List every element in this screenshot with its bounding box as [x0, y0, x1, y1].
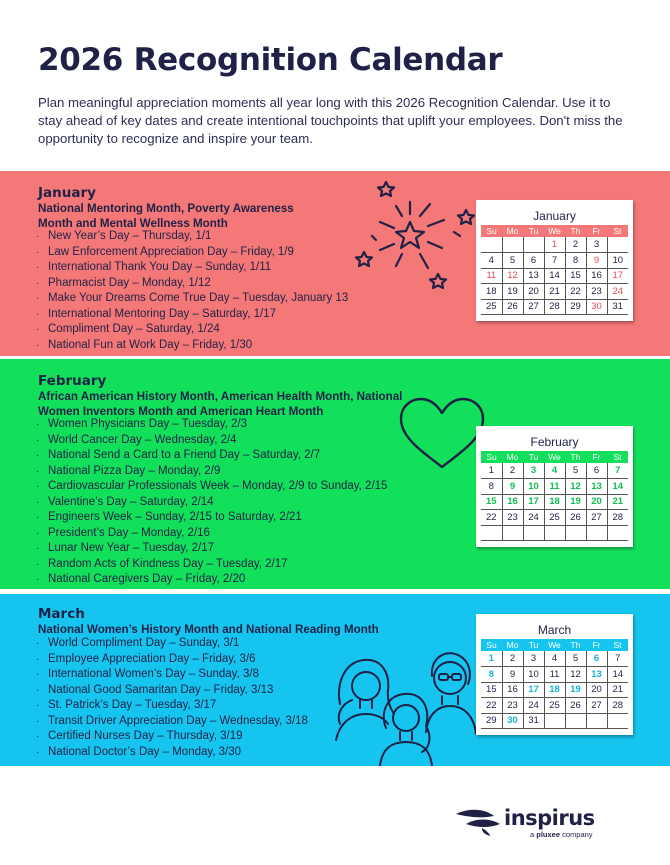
bullet-icon: · [36, 324, 40, 335]
event-text: Women Physicians Day – Tuesday, 2/3 [48, 418, 248, 430]
calendar-day: 29 [565, 299, 586, 315]
calendar-day: 1 [544, 237, 565, 253]
calendar-week [481, 667, 628, 683]
calendar-day: 27 [586, 510, 607, 526]
event-item [36, 541, 387, 557]
calendar-day: 26 [565, 698, 586, 714]
event-item [36, 729, 308, 745]
event-list [36, 229, 348, 353]
bullet-icon: · [36, 419, 40, 430]
calendar-week [481, 525, 628, 541]
calendar-day: 16 [502, 494, 523, 510]
bullet-icon: · [36, 496, 40, 508]
calendar-day: 10 [607, 253, 628, 269]
bullet-icon: · [36, 481, 40, 492]
calendar-grid [481, 451, 628, 541]
calendar-week [481, 299, 628, 315]
calendar-day: 15 [565, 268, 586, 284]
february-section [0, 359, 670, 589]
calendar-day: 9 [502, 479, 523, 495]
weekday-header: We [544, 451, 565, 463]
event-list [36, 636, 308, 760]
calendar-week [481, 253, 628, 269]
weekday-header: Th [565, 451, 586, 463]
calendar-day: 3 [586, 237, 607, 253]
event-text: Cardiovascular Professionals Week – Monday, 2/9 to Sunday, 2/15 [48, 480, 388, 492]
calendar-day: 13 [586, 667, 607, 683]
mini-calendar [476, 200, 633, 321]
calendar-day: 6 [586, 463, 607, 479]
calendar-day: 24 [523, 698, 544, 714]
calendar-day: 10 [523, 667, 544, 683]
calendar-day: 13 [523, 268, 544, 284]
calendar-week [481, 237, 628, 253]
calendar-day: 21 [607, 494, 628, 510]
event-text: National Doctor’s Day – Monday, 3/30 [48, 745, 242, 758]
calendar-day: 12 [502, 268, 523, 284]
calendar-day: 20 [586, 494, 607, 510]
calendar-day: 28 [607, 698, 628, 714]
event-item [36, 683, 308, 699]
bullet-icon: · [36, 293, 40, 304]
calendar-day: 22 [481, 510, 502, 526]
calendar-day: 10 [523, 479, 544, 495]
calendar-day: 15 [481, 682, 502, 698]
month-heading: March [38, 606, 85, 622]
heart-icon [397, 395, 487, 475]
event-item [36, 636, 308, 652]
calendar-day: 7 [544, 253, 565, 269]
calendar-day: 17 [523, 494, 544, 510]
calendar-week [481, 682, 628, 698]
calendar-day: 8 [481, 667, 502, 683]
calendar-day: 27 [523, 299, 544, 315]
bullet-icon: · [36, 731, 40, 742]
calendar-day: 12 [565, 667, 586, 683]
month-heading: February [38, 373, 107, 389]
calendar-day: 2 [502, 651, 523, 667]
month-subtitle-line: African American History Month, American Health Month, National [38, 390, 403, 403]
calendar-day: 19 [502, 284, 523, 300]
calendar-title: March [537, 623, 572, 637]
calendar-day: 11 [544, 479, 565, 495]
calendar-week [481, 713, 628, 729]
bullet-icon: · [36, 465, 40, 477]
event-text: Lunar New Year – Tuesday, 2/17 [48, 542, 215, 554]
calendar-day [607, 237, 628, 253]
bullet-icon: · [36, 653, 40, 665]
event-item [36, 417, 387, 433]
calendar-week [481, 651, 628, 667]
event-item [36, 526, 387, 542]
month-subtitle-line: Month and Mental Wellness Month [38, 216, 228, 230]
calendar-day: 23 [502, 698, 523, 714]
calendar-day: 29 [481, 713, 502, 729]
event-text: Certified Nurses Day – Thursday, 3/19 [48, 730, 243, 742]
calendar-day [523, 237, 544, 253]
calendar-week [481, 494, 628, 510]
page-title: 2026 Recognition Calendar [38, 42, 503, 78]
calendar-day: 17 [607, 268, 628, 284]
calendar-day: 9 [502, 667, 523, 683]
inspirus-logo [454, 806, 624, 846]
event-list [36, 417, 387, 588]
calendar-day: 25 [544, 698, 565, 714]
month-subtitle [38, 202, 294, 231]
event-text: National Pizza Day – Monday, 2/9 [48, 464, 221, 477]
event-item [36, 510, 387, 526]
calendar-grid [481, 639, 628, 729]
calendar-week [481, 510, 628, 526]
calendar-day: 23 [502, 510, 523, 526]
bullet-icon: · [36, 434, 40, 446]
event-text: Random Acts of Kindness Day – Tuesday, 2/17 [48, 557, 288, 570]
leaf-logo-icon [454, 806, 502, 836]
bullet-icon: · [36, 308, 40, 320]
event-item [36, 745, 308, 761]
event-text: International Mentoring Day – Saturday, 1/17 [48, 307, 277, 320]
weekday-header: Tu [523, 639, 544, 651]
event-text: Valentine’s Day – Saturday, 2/14 [48, 495, 214, 508]
calendar-day: 6 [586, 651, 607, 667]
event-text: Pharmacist Day – Monday, 1/12 [48, 276, 211, 289]
bullet-icon: · [36, 746, 40, 758]
calendar-day [523, 525, 544, 541]
bullet-icon: · [36, 574, 40, 585]
january-section [0, 171, 670, 356]
weekday-header: Fr [586, 451, 607, 463]
calendar-day: 23 [586, 284, 607, 300]
calendar-week [481, 463, 628, 479]
calendar-day: 1 [481, 651, 502, 667]
calendar-day: 26 [502, 299, 523, 315]
calendar-day: 6 [523, 253, 544, 269]
weekday-header: Mo [502, 451, 523, 463]
month-subtitle-line: National Women’s History Month and National Reading Month [38, 623, 379, 636]
calendar-day: 15 [481, 494, 502, 510]
mini-calendar [476, 426, 633, 547]
event-item [36, 464, 387, 480]
calendar-day: 30 [586, 299, 607, 315]
event-item [36, 572, 387, 588]
event-text: National Caregivers Day – Friday, 2/20 [48, 573, 246, 585]
weekday-header: Mo [502, 225, 523, 237]
logo-sub-brand: pluxee [536, 830, 561, 839]
bullet-icon: · [36, 638, 40, 649]
calendar-day: 22 [565, 284, 586, 300]
event-text: Transit Driver Appreciation Day – Wednesday, 3/18 [48, 714, 308, 727]
event-item [36, 338, 348, 354]
calendar-day: 5 [502, 253, 523, 269]
event-text: Compliment Day – Saturday, 1/24 [48, 323, 220, 335]
event-item [36, 667, 308, 683]
calendar-day: 7 [607, 463, 628, 479]
weekday-header: Th [565, 639, 586, 651]
month-subtitle [38, 390, 402, 419]
event-text: National Good Samaritan Day – Friday, 3/13 [48, 683, 274, 696]
weekday-header: Mo [502, 639, 523, 651]
weekday-header: St [607, 639, 628, 651]
intro-paragraph: Plan meaningful appreciation moments all year long with this 2026 Recognition Calendar. Use it to stay ahead of key dates and create intentional touchpoints that uplift your employees. Don't miss the opportunity to recognize and inspire your team. [38, 95, 623, 146]
calendar-week [481, 698, 628, 714]
month-subtitle-line: National Mentoring Month, Poverty Awareness [38, 202, 294, 215]
calendar-day: 21 [544, 284, 565, 300]
event-item [36, 698, 308, 714]
calendar-day: 19 [565, 494, 586, 510]
calendar-day: 21 [607, 682, 628, 698]
calendar-day: 28 [544, 299, 565, 315]
calendar-day: 4 [544, 651, 565, 667]
logo-subtitle [530, 830, 593, 839]
event-text: Law Enforcement Appreciation Day – Friday, 1/9 [48, 245, 294, 258]
calendar-grid [481, 225, 628, 315]
calendar-week [481, 268, 628, 284]
calendar-day: 12 [565, 479, 586, 495]
weekday-header: We [544, 639, 565, 651]
event-text: World Cancer Day – Wednesday, 2/4 [48, 433, 237, 446]
calendar-day [607, 713, 628, 729]
event-text: St. Patrick’s Day – Tuesday, 3/17 [48, 699, 217, 711]
bullet-icon: · [36, 512, 40, 523]
calendar-day: 11 [481, 268, 502, 284]
bullet-icon: · [36, 715, 40, 727]
calendar-day: 11 [544, 667, 565, 683]
event-item [36, 245, 348, 261]
event-text: President’s Day – Monday, 2/16 [48, 526, 210, 539]
event-item [36, 557, 387, 573]
calendar-day: 27 [586, 698, 607, 714]
event-item [36, 322, 348, 338]
weekday-header: Fr [586, 225, 607, 237]
calendar-day: 22 [481, 698, 502, 714]
weekday-header: Su [481, 451, 502, 463]
event-text: International Women’s Day – Sunday, 3/8 [48, 668, 259, 680]
calendar-day [481, 525, 502, 541]
calendar-day: 4 [481, 253, 502, 269]
calendar-day: 2 [565, 237, 586, 253]
bullet-icon: · [36, 700, 40, 711]
logo-wordmark: inspirus [504, 806, 595, 830]
calendar-day: 24 [523, 510, 544, 526]
weekday-header: St [607, 451, 628, 463]
calendar-week [481, 284, 628, 300]
calendar-day: 5 [565, 463, 586, 479]
bullet-icon: · [36, 527, 40, 539]
calendar-day: 20 [586, 682, 607, 698]
event-item [36, 714, 308, 730]
weekday-header: Fr [586, 639, 607, 651]
event-text: World Compliment Day – Sunday, 3/1 [48, 637, 240, 649]
event-item [36, 229, 348, 245]
calendar-day [586, 525, 607, 541]
event-item [36, 433, 387, 449]
event-item [36, 495, 387, 511]
calendar-day: 4 [544, 463, 565, 479]
calendar-day: 18 [544, 682, 565, 698]
bullet-icon: · [36, 450, 40, 461]
event-item [36, 448, 387, 464]
weekday-header: Tu [523, 451, 544, 463]
calendar-day: 20 [523, 284, 544, 300]
calendar-day [544, 713, 565, 729]
calendar-day [565, 713, 586, 729]
month-subtitle-line: Women Inventors Month and American Heart Month [38, 404, 324, 418]
fireworks-icon [350, 176, 480, 296]
event-text: New Year’s Day – Thursday, 1/1 [48, 230, 212, 242]
event-text: International Thank You Day – Sunday, 1/11 [48, 261, 272, 273]
march-section [0, 594, 670, 766]
calendar-day: 14 [544, 268, 565, 284]
event-text: Make Your Dreams Come True Day – Tuesday, January 13 [48, 292, 349, 304]
calendar-day: 16 [586, 268, 607, 284]
calendar-week [481, 479, 628, 495]
event-item [36, 652, 308, 668]
calendar-day: 24 [607, 284, 628, 300]
bullet-icon: · [36, 339, 40, 351]
bullet-icon: · [36, 684, 40, 696]
weekday-header: Th [565, 225, 586, 237]
calendar-day [502, 525, 523, 541]
bullet-icon: · [36, 231, 40, 242]
calendar-day: 16 [502, 682, 523, 698]
calendar-day: 25 [481, 299, 502, 315]
calendar-day: 8 [481, 479, 502, 495]
calendar-day: 5 [565, 651, 586, 667]
calendar-day [544, 525, 565, 541]
calendar-day: 7 [607, 651, 628, 667]
women-group-icon [330, 644, 480, 766]
weekday-header: Su [481, 225, 502, 237]
weekday-header: Tu [523, 225, 544, 237]
weekday-header: St [607, 225, 628, 237]
bullet-icon: · [36, 277, 40, 289]
event-item [36, 479, 387, 495]
calendar-day: 3 [523, 463, 544, 479]
calendar-day [481, 237, 502, 253]
month-heading: January [38, 185, 96, 201]
event-text: National Fun at Work Day – Friday, 1/30 [48, 338, 253, 351]
bullet-icon: · [36, 262, 40, 273]
calendar-day [607, 525, 628, 541]
calendar-day [586, 713, 607, 729]
event-text: Employee Appreciation Day – Friday, 3/6 [48, 652, 256, 665]
event-item [36, 291, 348, 307]
calendar-title: February [530, 435, 579, 449]
calendar-day: 2 [502, 463, 523, 479]
calendar-day: 18 [481, 284, 502, 300]
event-item [36, 307, 348, 323]
calendar-day: 25 [544, 510, 565, 526]
event-text: National Send a Card to a Friend Day – Saturday, 2/7 [48, 449, 321, 461]
calendar-day: 30 [502, 713, 523, 729]
calendar-title: January [533, 209, 576, 223]
calendar-day: 8 [565, 253, 586, 269]
bullet-icon: · [36, 246, 40, 258]
bullet-icon: · [36, 558, 40, 570]
calendar-day: 1 [481, 463, 502, 479]
mini-calendar [476, 614, 633, 735]
event-item [36, 260, 348, 276]
event-item [36, 276, 348, 292]
weekday-header: Su [481, 639, 502, 651]
calendar-day: 31 [523, 713, 544, 729]
calendar-day: 14 [607, 667, 628, 683]
bullet-icon: · [36, 669, 40, 680]
calendar-day: 17 [523, 682, 544, 698]
bullet-icon: · [36, 543, 40, 554]
weekday-header: We [544, 225, 565, 237]
calendar-day: 9 [586, 253, 607, 269]
calendar-day: 18 [544, 494, 565, 510]
calendar-day: 28 [607, 510, 628, 526]
calendar-day: 31 [607, 299, 628, 315]
logo-sub-suffix: company [560, 830, 593, 839]
calendar-day: 3 [523, 651, 544, 667]
calendar-day [502, 237, 523, 253]
calendar-day: 14 [607, 479, 628, 495]
calendar-day: 13 [586, 479, 607, 495]
event-text: Engineers Week – Sunday, 2/15 to Saturday, 2/21 [48, 511, 302, 523]
logo-sub-prefix: a [530, 830, 537, 839]
calendar-day: 26 [565, 510, 586, 526]
calendar-day [565, 525, 586, 541]
calendar-day: 19 [565, 682, 586, 698]
